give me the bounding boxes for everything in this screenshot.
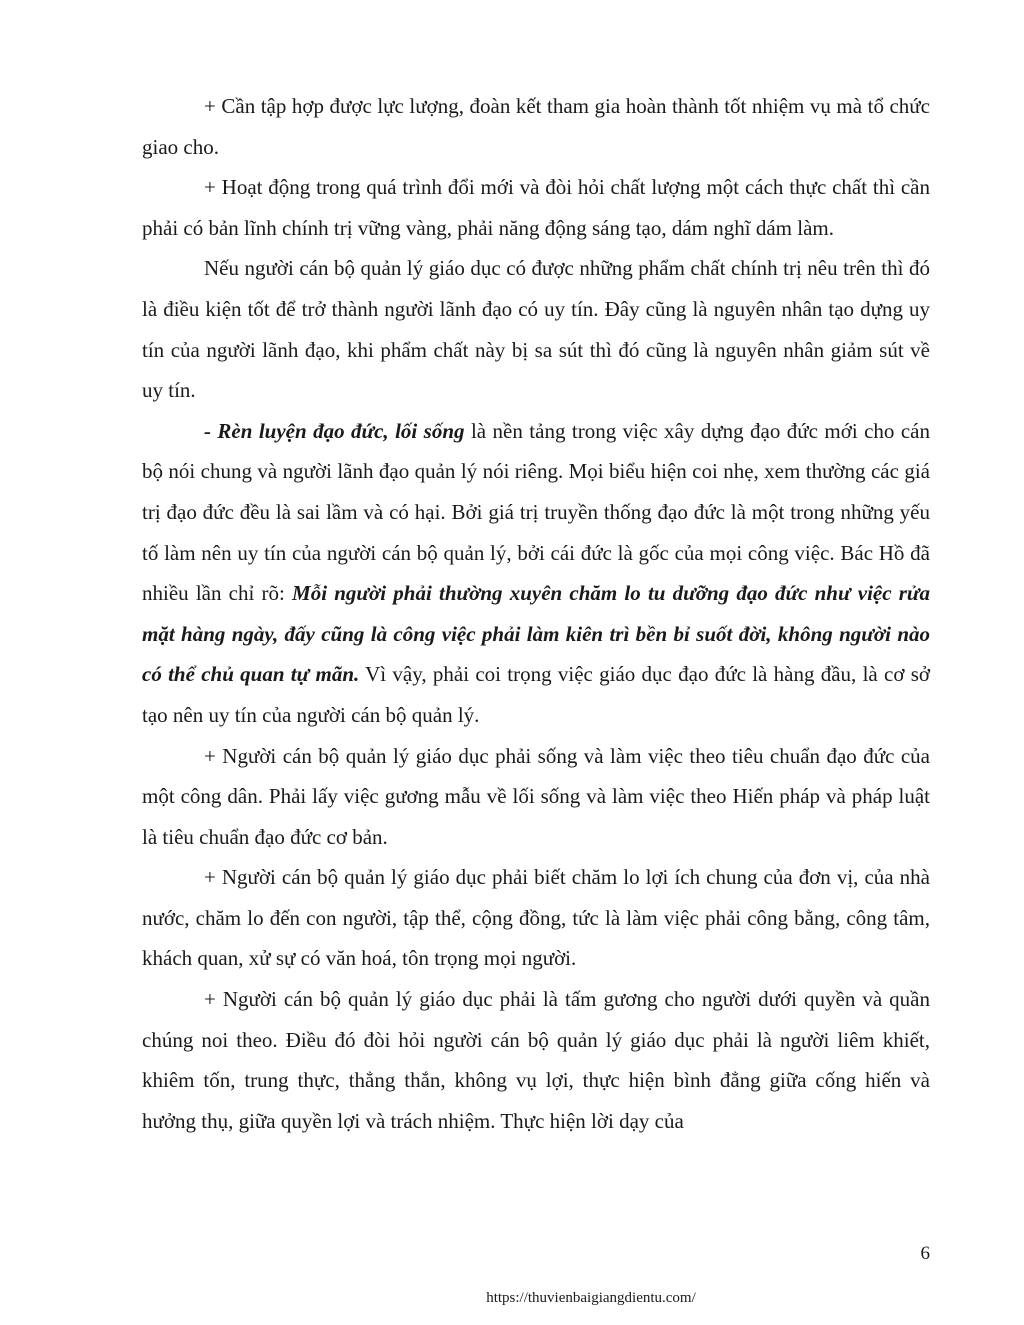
paragraph-3: Nếu người cán bộ quản lý giáo dục có được những phẩm chất chính trị nêu trên thì đó là điều kiện tốt để trở thành người lãnh đạo có uy tín. Đây cũng là nguyên nhân tạo dựng uy tín của người lãnh đạo, khi phẩm chất này bị sa sút thì đó cũng là nguyên nhân giảm sút về uy tín. [142, 256, 930, 403]
paragraph-4-text: là nền tảng trong việc xây dựng đạo đức mới cho cán bộ nói chung và người lãnh đạo quản lý nói riêng. Mọi biểu hiện coi nhẹ, xem thường các giá trị đạo đức đều là sai lầm và có hại. Bởi giá trị truyền thống đạo đức là một trong những yếu tố làm nên uy tín của người cán bộ quản lý, bởi cái đức là gốc của mọi công việc. Bác Hồ đã nhiều lần chỉ rõ: [142, 418, 930, 606]
ho-chi-minh-quote: Mỗi người phải thường xuyên chăm lo tu dưỡng đạo đức như việc rửa mặt hàng ngày, đấy cũng là công việc phải làm kiên trì bền bỉ suốt đời, không người nào có thể chủ quan tự mãn. [142, 581, 930, 687]
section-heading-ethics: - Rèn luyện đạo đức, lối sống [204, 418, 465, 443]
paragraph-2: + Hoạt động trong quá trình đổi mới và đòi hỏi chất lượng một cách thực chất thì cần phải có bản lĩnh chính trị vững vàng, phải năng động sáng tạo, dám nghĩ dám làm. [142, 175, 930, 240]
paragraph-4-conclusion: Vì vậy, phải coi trọng việc giáo dục đạo đức là hàng đầu, là cơ sở tạo nên uy tín của người cán bộ quản lý. [142, 662, 930, 727]
page-number: 6 [920, 1243, 930, 1264]
footer-url-link[interactable]: https://thuvienbaigiangdientu.com/ [486, 1290, 696, 1306]
paragraph-7: + Người cán bộ quản lý giáo dục phải là tấm gương cho người dưới quyền và quần chúng noi theo. Điều đó đòi hỏi người cán bộ quản lý giáo dục phải là người liêm khiết, khiêm tốn, trung thực, thẳng thắn, không vụ lợi, thực hiện bình đẳng giữa cống hiến và hưởng thụ, giữa quyền lợi và trách nhiệm. Thực hiện lời dạy của [142, 987, 930, 1133]
paragraph-1: + Cần tập hợp được lực lượng, đoàn kết tham gia hoàn thành tốt nhiệm vụ mà tổ chức giao cho. [142, 94, 930, 159]
paragraph-6: + Người cán bộ quản lý giáo dục phải biết chăm lo lợi ích chung của đơn vị, của nhà nước, chăm lo đến con người, tập thể, cộng đồng, tức là làm việc phải công bằng, công tâm, khách quan, xử sự có văn hoá, tôn trọng mọi người. [142, 865, 930, 971]
paragraph-4 [142, 411, 930, 736]
paragraph-5: + Người cán bộ quản lý giáo dục phải sống và làm việc theo tiêu chuẩn đạo đức của một công dân. Phải lấy việc gương mẫu về lối sống và làm việc theo Hiến pháp và pháp luật là tiêu chuẩn đạo đức cơ bản. [142, 743, 930, 849]
document-body [142, 86, 930, 1141]
